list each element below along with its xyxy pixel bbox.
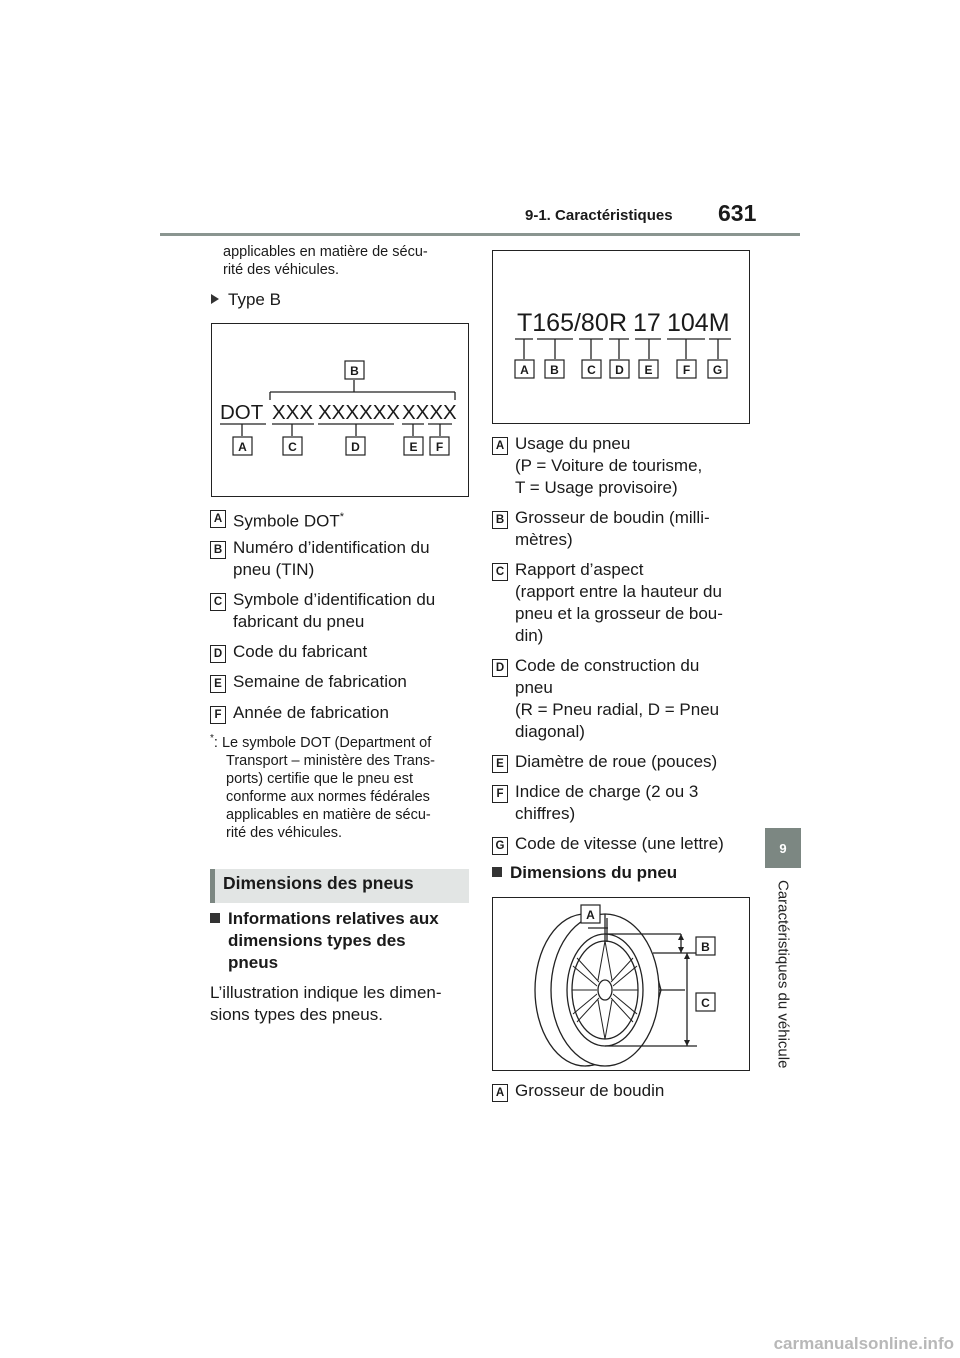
page-number: 631	[718, 200, 757, 226]
tire-label-c: C	[701, 996, 710, 1010]
tire-code-diagram	[493, 251, 749, 423]
section-title: 9-1. Caractéristiques	[525, 207, 673, 224]
header-rule	[160, 233, 800, 236]
triangle-bullet-icon	[211, 294, 219, 304]
code-part-3: 17	[633, 309, 661, 337]
dot-code-figure	[211, 323, 469, 497]
tire-illustration	[493, 898, 749, 1070]
watermark: carmanualsonline.info	[773, 1334, 954, 1353]
fig-label-d: D	[351, 440, 360, 454]
dot-code-diagram	[212, 324, 468, 496]
code-label-c: C	[587, 363, 596, 377]
tire-label-a: A	[586, 908, 595, 922]
type-b-heading: Type B	[211, 289, 281, 311]
fig-label-c: C	[288, 440, 297, 454]
footnote: *: Le symbole DOT (Department of Transport – ministère des Trans- ports) certifie que le pneu est conforme aux normes fédérales applicables en matière de sécu- rité des véhicules.	[210, 733, 435, 841]
dot-group-1: XXX	[272, 401, 314, 424]
tire-dimension-figure	[492, 897, 750, 1071]
code-label-a: A	[520, 363, 529, 377]
dot-text: DOT	[220, 401, 264, 424]
code-part-4: 104M	[667, 309, 730, 337]
square-bullet-icon	[492, 867, 502, 877]
intro-text: applicables en matière de sécu- rité des véhicules.	[223, 244, 428, 278]
dot-group-2: XXXXXX	[318, 401, 401, 424]
code-label-d: D	[615, 363, 624, 377]
code-label-e: E	[644, 363, 653, 377]
square-bullet-icon	[210, 913, 220, 923]
fig-label-f: F	[435, 440, 444, 454]
dot-group-3: XXXX	[402, 401, 457, 424]
fig-label-a: A	[238, 440, 247, 454]
fig-label-b: B	[350, 364, 359, 378]
tire-label-b: B	[701, 940, 710, 954]
chapter-tab: 9	[765, 828, 801, 868]
subheading-dimensions: Dimensions du pneu	[492, 862, 677, 884]
code-label-b: B	[550, 363, 559, 377]
paragraph: L’illustration indique les dimen- sions types des pneus.	[210, 983, 442, 1024]
subheading-info: Informations relatives aux dimensions types des pneus	[210, 908, 439, 974]
code-label-f: F	[682, 363, 691, 377]
section-banner: Dimensions des pneus	[210, 869, 469, 903]
code-part-2: R	[609, 309, 628, 337]
code-part-1: T165/80	[517, 309, 609, 337]
chapter-label: Caractéristiques du véhicule	[774, 880, 792, 1069]
fig-label-e: E	[409, 440, 418, 454]
code-label-g: G	[712, 363, 723, 377]
tire-code-figure	[492, 250, 750, 424]
